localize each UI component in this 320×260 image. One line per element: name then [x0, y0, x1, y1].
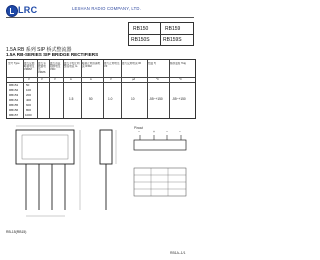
- table-row-vrrm: 50: [26, 83, 30, 87]
- header-ifsm: 峰值正向浪涌电流 IFSM: [82, 62, 101, 68]
- pinout-label: Pinout: [134, 126, 144, 130]
- table-row-vrrm: 100: [26, 88, 32, 92]
- unit: A: [70, 78, 72, 81]
- unit: A: [90, 78, 92, 81]
- value-tstg: -55~+150: [172, 97, 186, 101]
- table-row-type: RB154: [9, 98, 19, 102]
- table-row-type: RB156: [9, 108, 19, 112]
- part-number: RB150S: [131, 36, 150, 43]
- table-row-type: RB157: [9, 113, 19, 117]
- ratings-table: [6, 59, 196, 119]
- pinout-symbol: [134, 130, 186, 150]
- lrc-logo-icon: [6, 5, 18, 17]
- table-row-vrrm: 600: [26, 103, 32, 107]
- header-vrms: 最大有效值电压 VRMS: [38, 62, 46, 74]
- header-vdc: 最大直流阻断电压 VDC: [50, 62, 61, 71]
- logo-text: LRC: [18, 5, 38, 15]
- table-row-vrrm: 400: [26, 98, 32, 102]
- header-ir: 最大反向电流 IR: [122, 62, 141, 65]
- part-number: RB159S: [163, 36, 182, 43]
- header-tj: 结温 Tj: [148, 62, 157, 65]
- value-vf: 1.0: [108, 97, 113, 101]
- package-side: [100, 130, 112, 164]
- header-tstg: 储存温度 Tstg: [170, 62, 186, 65]
- table-row-type: RB155: [9, 103, 19, 107]
- package-name: RB-15(RB15): [6, 230, 27, 234]
- table-row-type: RB153: [9, 93, 19, 97]
- value-ir: 10: [131, 97, 135, 101]
- unit: μA: [132, 78, 136, 81]
- page-footer: RB1A–1/1: [170, 251, 186, 255]
- svg-text:+: +: [153, 130, 155, 134]
- part-number: RB150: [133, 25, 149, 32]
- unit: V: [110, 78, 112, 81]
- table-row-vrrm: 1000: [25, 113, 32, 117]
- value-ifsm: 50: [89, 97, 93, 101]
- header-vrrm: 最大反向峰值电压 VRRM: [24, 62, 35, 71]
- part-number-box: [128, 22, 194, 46]
- company-name: LESHAN RADIO COMPANY, LTD.: [72, 6, 141, 11]
- header-io: 最大平均正向整流电流 Io: [64, 62, 80, 68]
- header-vf: 最大正向电压 VF: [104, 62, 120, 68]
- table-row-vrrm: 200: [26, 93, 32, 97]
- header-type: 型号 Type: [8, 62, 20, 65]
- value-io: 1.5: [69, 97, 74, 101]
- table-row-type: RB151: [9, 83, 19, 87]
- unit: V: [41, 78, 43, 81]
- table-row-type: RB152: [9, 88, 19, 92]
- svg-text:~: ~: [166, 130, 168, 134]
- unit: V: [28, 78, 30, 81]
- svg-text:~: ~: [138, 130, 140, 134]
- unit: V: [54, 78, 56, 81]
- title-chinese: 1.5A RB 系列 SIP 桥式整流器: [6, 47, 72, 53]
- value-tj: -55~+150: [149, 97, 163, 101]
- package-drawing: [6, 124, 194, 228]
- header-divider: [6, 17, 194, 18]
- unit: °C: [156, 78, 159, 81]
- unit: °C: [179, 78, 182, 81]
- part-number: RB159: [165, 25, 181, 32]
- table-row-vrrm: 800: [26, 108, 32, 112]
- title-english: 1.5A RB-SERIES SIP BRIDGE RECTIFIERS: [6, 52, 99, 57]
- svg-text:−: −: [179, 130, 181, 134]
